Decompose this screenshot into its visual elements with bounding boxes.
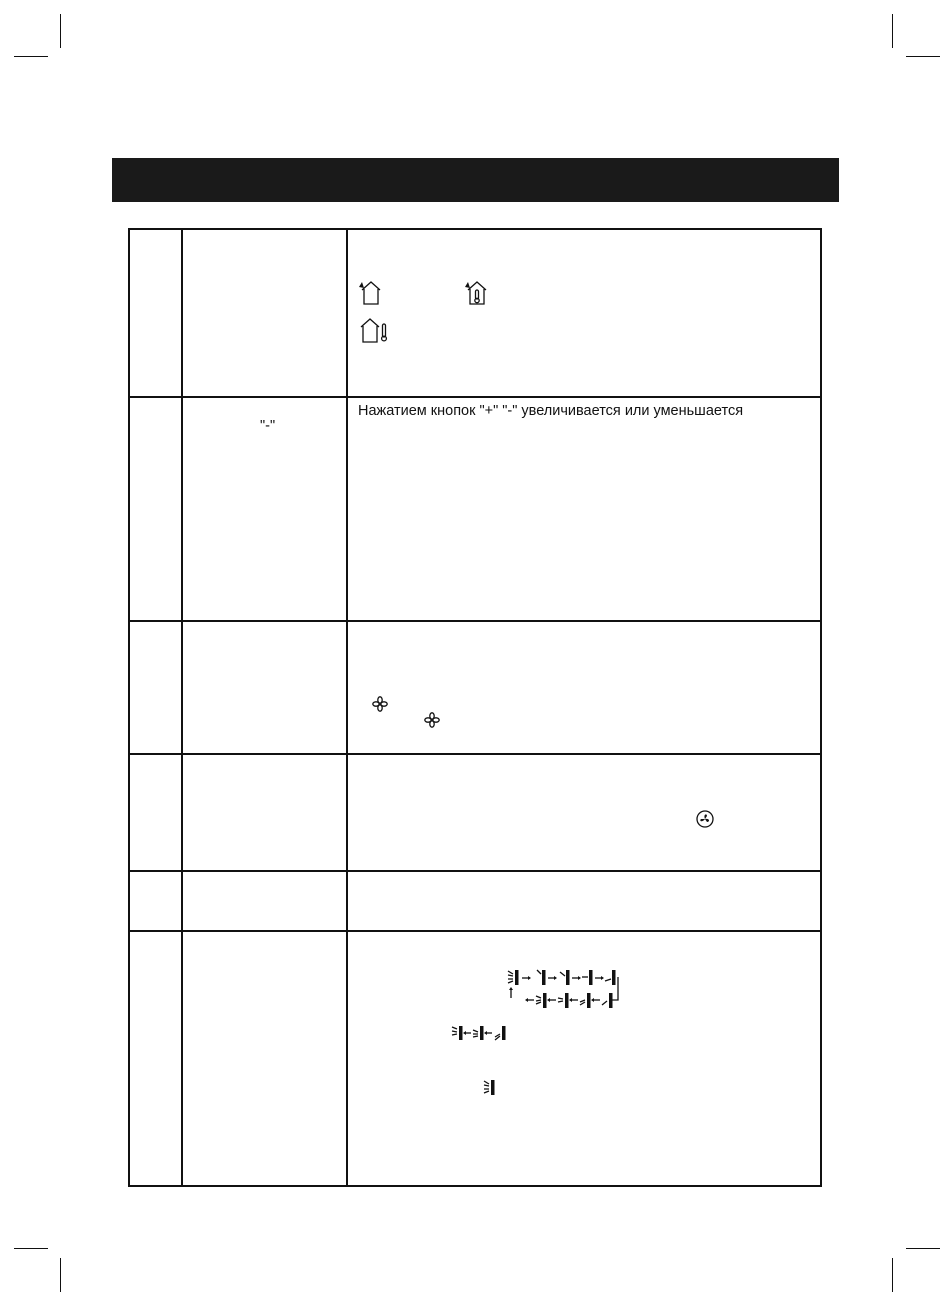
crop-mark-bottom-right-horizontal [906, 1248, 940, 1249]
section-header-bar [112, 158, 839, 202]
crop-mark-bottom-left-horizontal [14, 1248, 48, 1249]
crop-mark-top-right-horizontal [906, 56, 940, 57]
fan-icon [424, 712, 440, 728]
house-arrow-icon [358, 278, 384, 306]
crop-mark-top-right-vertical [892, 14, 893, 48]
crop-mark-top-left-horizontal [14, 56, 48, 57]
crop-mark-bottom-left-vertical [60, 1258, 61, 1292]
row-divider-2 [130, 620, 820, 622]
fan-icon [372, 696, 388, 712]
house-thermometer-inside-icon [464, 278, 490, 306]
row-divider-3 [130, 753, 820, 755]
crop-mark-bottom-right-vertical [892, 1258, 893, 1292]
crop-mark-top-left-vertical [60, 14, 61, 48]
row-divider-1 [130, 396, 820, 398]
house-thermometer-outside-icon [358, 316, 394, 344]
row-divider-4 [130, 870, 820, 872]
column-divider-number [181, 230, 183, 1185]
row-2-description: Нажатием кнопок "+" "-" увеличивается или уменьшается [358, 403, 744, 419]
louver-swing-icon [484, 1078, 502, 1096]
column-divider-name [346, 230, 348, 1185]
row-divider-5 [130, 930, 820, 932]
row-2-name: "-" [260, 418, 276, 434]
louver-swing-sequence [508, 968, 644, 1016]
louver-swing-icon [508, 970, 519, 985]
function-table [128, 228, 822, 1187]
fan-circle-icon [696, 810, 714, 828]
louver-swing-short-sequence [452, 1024, 522, 1044]
